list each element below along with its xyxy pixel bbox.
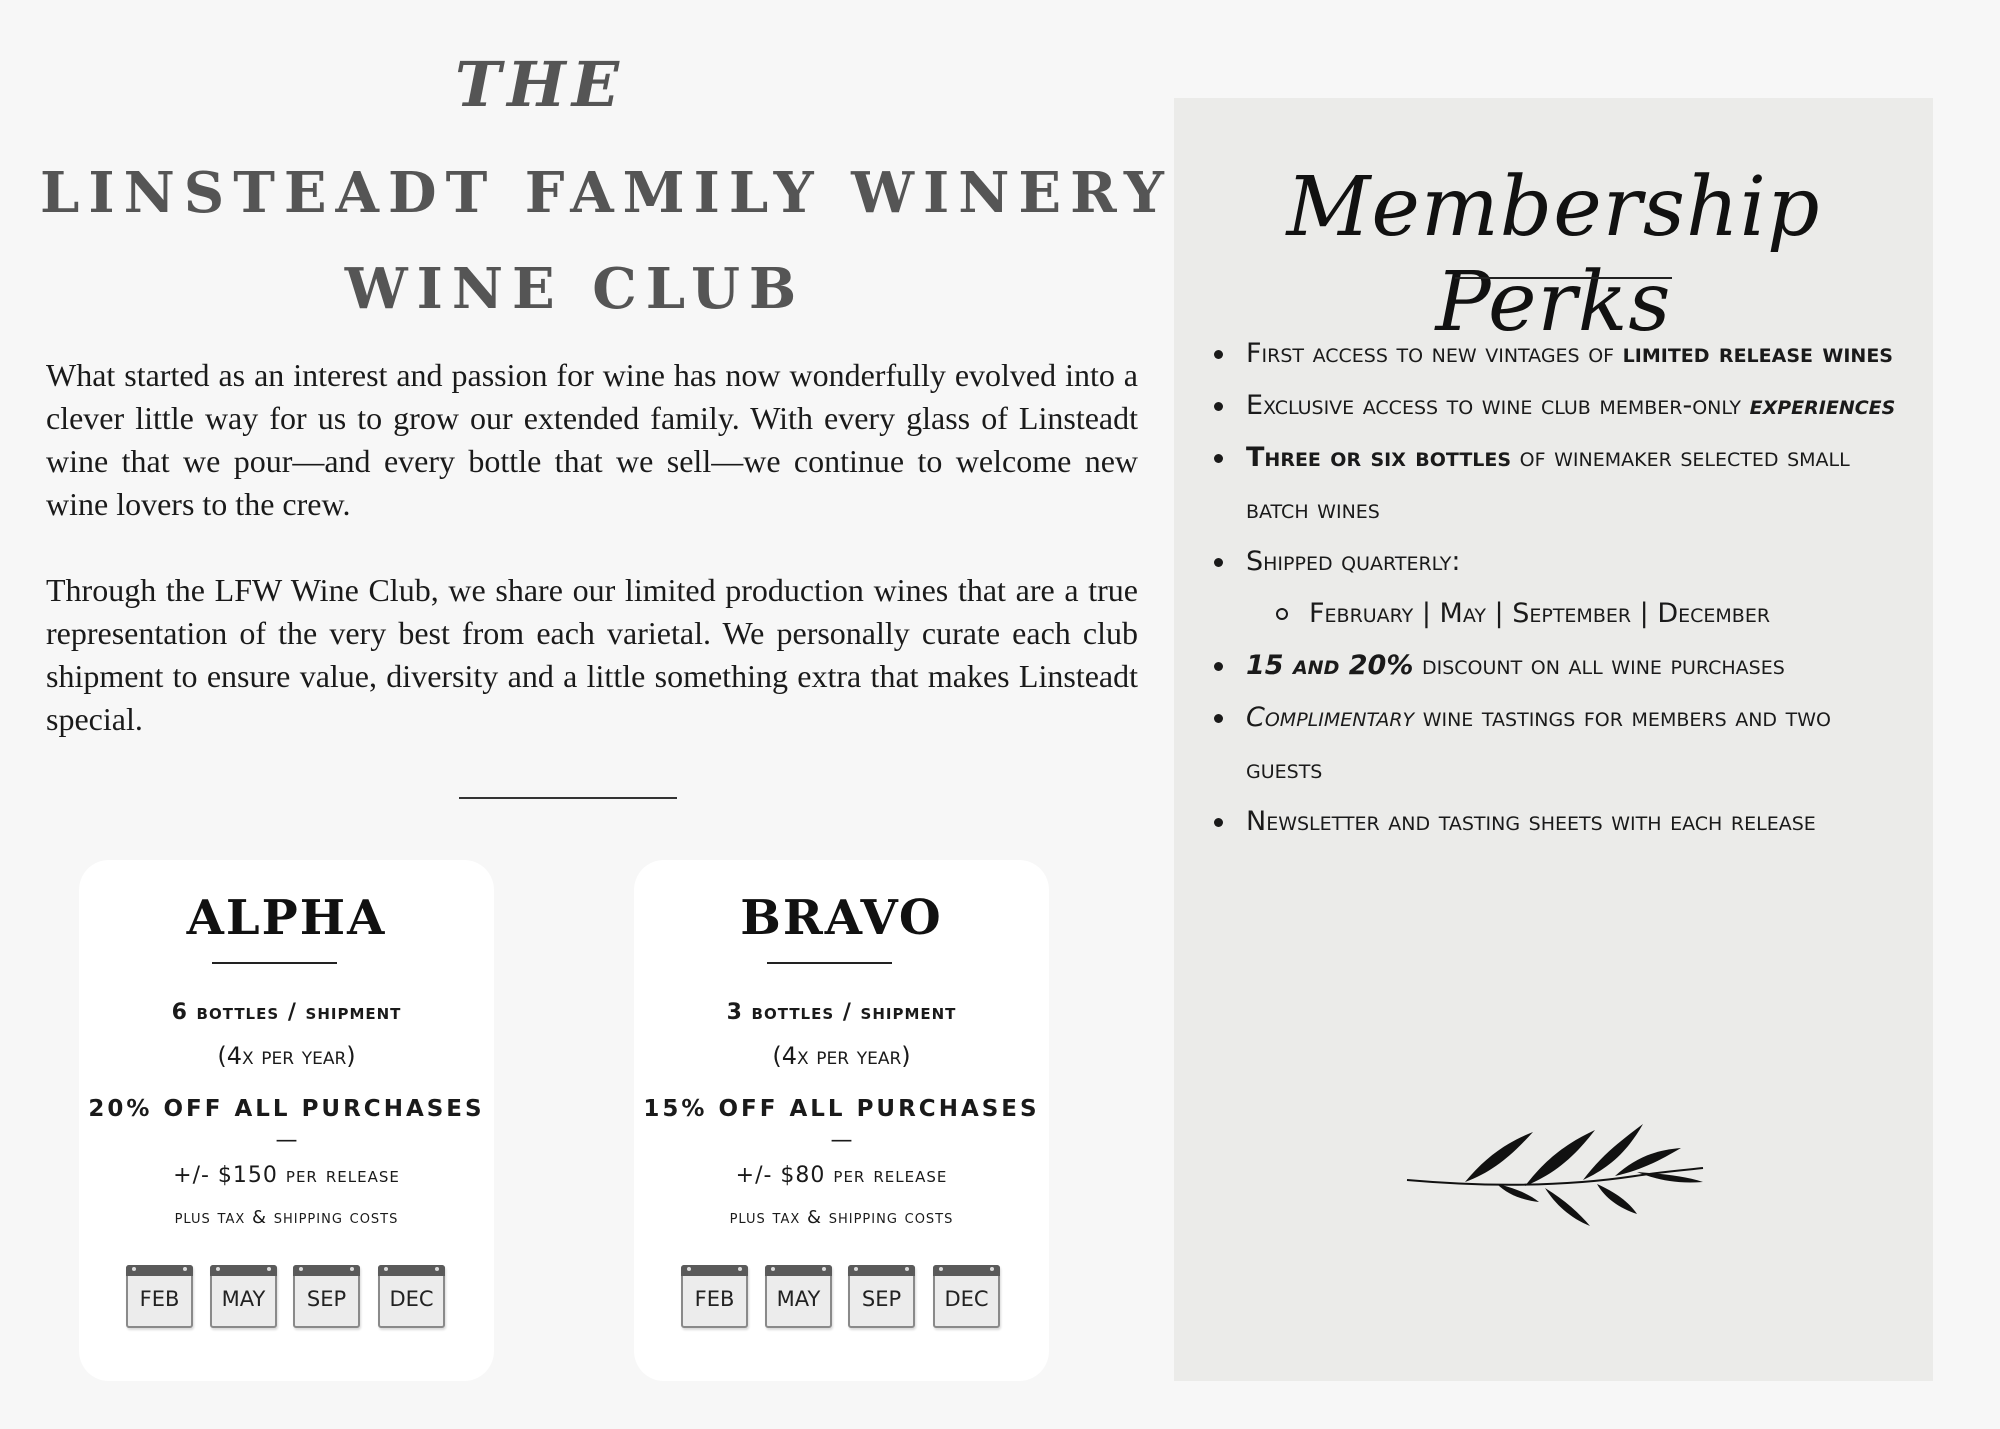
intro-paragraph-1: What started as an interest and passion for wine has now wonderfully evolved into a clever little way for us to grow our extended family. With every glass of Linsteadt wine that we pour—and every bottle that we sell—we continue to welcome new wine lovers to the crew.: [46, 357, 1138, 522]
calendar-icon: [210, 1265, 277, 1328]
calendar-month: FEB: [139, 1287, 180, 1311]
tier-name: BRAVO: [740, 890, 943, 946]
tier-frequency: (4x per year): [772, 1042, 911, 1070]
perk-emphasis: 15 and 20%: [1246, 650, 1414, 681]
section-divider: [459, 797, 677, 799]
perks-list: [1246, 328, 1906, 848]
perk-emphasis: Complimentary: [1246, 702, 1415, 733]
perk-text: of winemaker selected small batch wines: [1246, 442, 1850, 525]
perk-item: [1246, 432, 1906, 536]
tier-bottles: 3 bottles / shipment: [726, 1000, 957, 1025]
wine-club-title: WINE CLUB: [344, 256, 806, 322]
perk-text: discount on all wine purchases: [1413, 650, 1785, 681]
tier-name: ALPHA: [186, 890, 387, 946]
tier-discount: 15% OFF ALL PURCHASES: [643, 1096, 1040, 1122]
calendar-month: DEC: [389, 1287, 434, 1311]
tier-dash: —: [275, 1128, 298, 1153]
tier-card-alpha: [79, 860, 494, 1381]
tier-price: +/- $80 per release: [735, 1163, 948, 1188]
calendar-icon: [933, 1265, 1000, 1328]
calendar-month: MAY: [776, 1287, 821, 1311]
tier-divider: [212, 962, 337, 964]
calendar-icon: [126, 1265, 193, 1328]
perk-item: [1246, 640, 1906, 692]
calendar-month: SEP: [861, 1287, 902, 1311]
perk-text: wine tastings for members and two guests: [1246, 702, 1831, 785]
perk-emphasis: Three or six bottles: [1246, 442, 1512, 473]
tier-bottles: 6 bottles / shipment: [171, 1000, 402, 1025]
perk-text: First access to new vintages of: [1246, 338, 1623, 369]
calendar-icon: [378, 1265, 445, 1328]
olive-branch-icon: [1405, 1118, 1705, 1230]
tier-costs: plus tax & shipping costs: [729, 1207, 954, 1228]
perk-item: [1246, 796, 1906, 848]
tier-costs: plus tax & shipping costs: [174, 1207, 399, 1228]
calendar-month: DEC: [944, 1287, 989, 1311]
calendar-month: MAY: [221, 1287, 266, 1311]
tier-frequency: (4x per year): [217, 1042, 356, 1070]
perk-text: February | May | September | December: [1309, 598, 1771, 629]
intro-paragraph-2: Through the LFW Wine Club, we share our limited production wines that are a true representation of the very best from each varietal. We personally curate each club shipment to ensure value, diversity and a little something extra that makes Linsteadt special.: [46, 572, 1138, 737]
tier-price: +/- $150 per release: [173, 1163, 400, 1188]
perk-item: [1246, 536, 1906, 588]
header-the: THE: [455, 48, 625, 121]
tier-dash: —: [830, 1128, 853, 1153]
perk-text: Shipped quarterly:: [1246, 546, 1461, 577]
calendar-month: FEB: [694, 1287, 735, 1311]
calendar-icon: [681, 1265, 748, 1328]
perk-text: Newsletter and tasting sheets with each release: [1246, 806, 1816, 837]
perks-divider: [1455, 277, 1672, 279]
calendar-month: SEP: [306, 1287, 347, 1311]
perk-item: [1246, 328, 1906, 380]
calendar-icon: [293, 1265, 360, 1328]
tier-card-bravo: [634, 860, 1049, 1381]
winery-name: LINSTEADT FAMILY WINERY: [40, 160, 1173, 226]
perk-item: [1246, 692, 1906, 796]
perk-subitem: [1246, 588, 1906, 640]
tier-discount: 20% OFF ALL PURCHASES: [88, 1096, 485, 1122]
calendar-icon: [765, 1265, 832, 1328]
calendar-icon: [848, 1265, 915, 1328]
perk-item: [1246, 380, 1906, 432]
perks-title: Membership Perks: [1286, 160, 1821, 350]
perk-emphasis: limited release wines: [1622, 338, 1893, 369]
perk-text: Exclusive access to wine club member-only: [1246, 390, 1750, 421]
tier-divider: [767, 962, 892, 964]
perk-emphasis: experiences: [1749, 390, 1896, 421]
